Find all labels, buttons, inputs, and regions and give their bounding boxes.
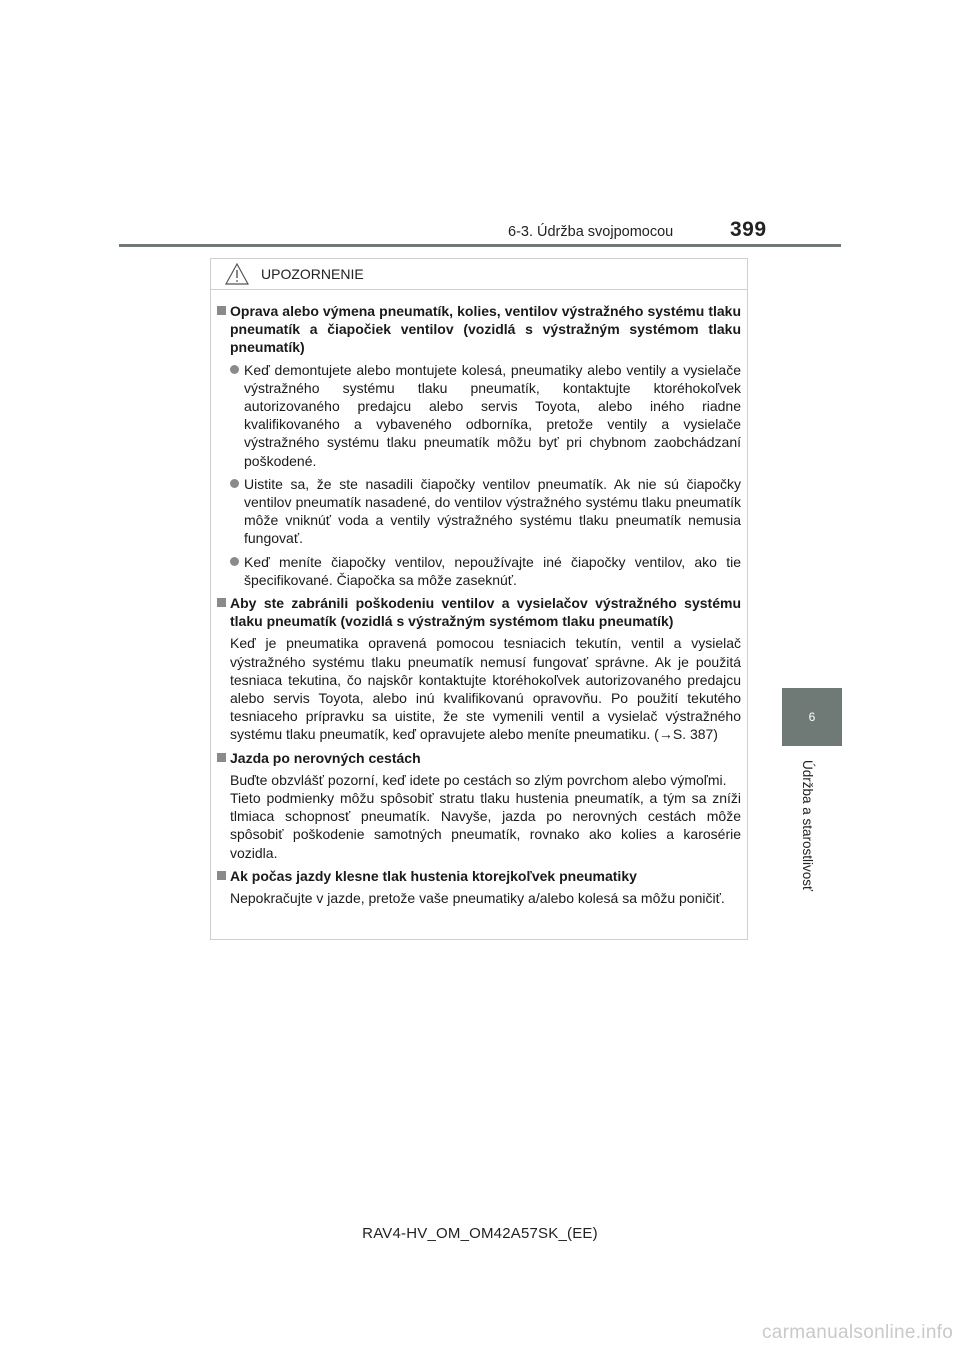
circle-bullet-icon <box>230 365 239 374</box>
section-heading: Oprava alebo výmena pneumatík, kolies, ventilov výstražného systému tlaku pneumatík a čiapočiek ventilov (vozidlá s výstražným systémom tlaku pneumatík) <box>217 302 741 357</box>
section-title: 6-3. Údržba svojpomocou <box>508 224 674 240</box>
list-item: Keď meníte čiapočky ventilov, nepoužívajte iné čiapočky ventilov, ako tie špecifikované. Čiapočka sa môže zaseknúť. <box>217 553 741 589</box>
section-heading: Jazda po nerovných cestách <box>217 749 741 767</box>
section-text: Buďte obzvlášť pozorní, keď idete po cestách so zlým povrchom alebo výmoľmi. Tieto podmienky môžu spôsobiť stratu tlaku hustenia pneumatík, a tým sa zníži tlmiaca schopnosť pneumatík. Navyše, jazda po nerovných cestách môže spôsobiť poškodenie samotných pneumatík, rovnako ako kolies a karosérie vozidla. <box>230 771 741 861</box>
document-code: RAV4-HV_OM_OM42A57SK_(EE) <box>362 1225 598 1242</box>
warning-header <box>211 259 747 290</box>
section-heading: Aby ste zabránili poškodeniu ventilov a vysielačov výstražného systému tlaku pneumatík (vozidlá s výstražným systémom tlaku pneumatík) <box>217 594 741 630</box>
warning-body <box>211 290 747 907</box>
chapter-label: Údržba a starostlivosť <box>800 760 815 892</box>
square-bullet-icon <box>217 598 226 607</box>
warning-box <box>210 258 748 940</box>
square-bullet-icon <box>217 306 226 315</box>
section-heading: Ak počas jazdy klesne tlak hustenia ktorejkoľvek pneumatiky <box>217 867 741 885</box>
circle-bullet-icon <box>230 557 239 566</box>
chapter-tab[interactable] <box>782 688 842 746</box>
list-item: Uistite sa, že ste nasadili čiapočky ventilov pneumatík. Ak nie sú čiapočky ventilov pneumatík nasadené, do ventilov výstražného systému tlaku pneumatík môže vniknúť voda a ventily výstražného systému tlaku pneumatík nemusia fungovať. <box>217 475 741 548</box>
circle-bullet-icon <box>230 479 239 488</box>
header-divider <box>119 244 841 247</box>
section-text: Nepokračujte v jazde, pretože vaše pneumatiky a/alebo kolesá sa môžu poničiť. <box>230 890 725 907</box>
warning-triangle-icon <box>225 263 249 285</box>
list-item: Keď demontujete alebo montujete kolesá, pneumatiky alebo ventily a vysielače výstražného systému tlaku pneumatík, kontaktujte ktoréhokoľvek autorizovaného predajcu alebo servis Toyota, alebo iného riadne kvalifikovaného a vybaveného odborníka, pretože ventily a vysielače výstražného systému tlaku pneumatík môžu byť pri chybnom zaobchádzaní poškodené. <box>217 361 741 470</box>
square-bullet-icon <box>217 871 226 880</box>
section-text: Keď je pneumatika opravená pomocou tesniacich tekutín, ventil a vysielač výstražného systému tlaku pneumatík nemusí fungovať správne. Ak je použitá tesniaca tekutina, čo najskôr kontaktujte ktoréhokoľvek autorizovaného predajcu alebo servis Toyota, alebo inú kvalifikovanú opravovňu. Po použití tekutého tesniaceho prípravku sa uistite, že ste vymenili ventil a vysielač výstražného systému tlaku pneumatík, keď opravujete alebo meníte pneumatiku. (→S. 387) <box>230 635 741 743</box>
warning-title: UPOZORNENIE <box>261 266 364 282</box>
square-bullet-icon <box>217 753 226 762</box>
page-number: 399 <box>730 218 767 241</box>
watermark: carmanualsonline.info <box>762 1322 954 1343</box>
chapter-number: 6 <box>808 710 816 724</box>
